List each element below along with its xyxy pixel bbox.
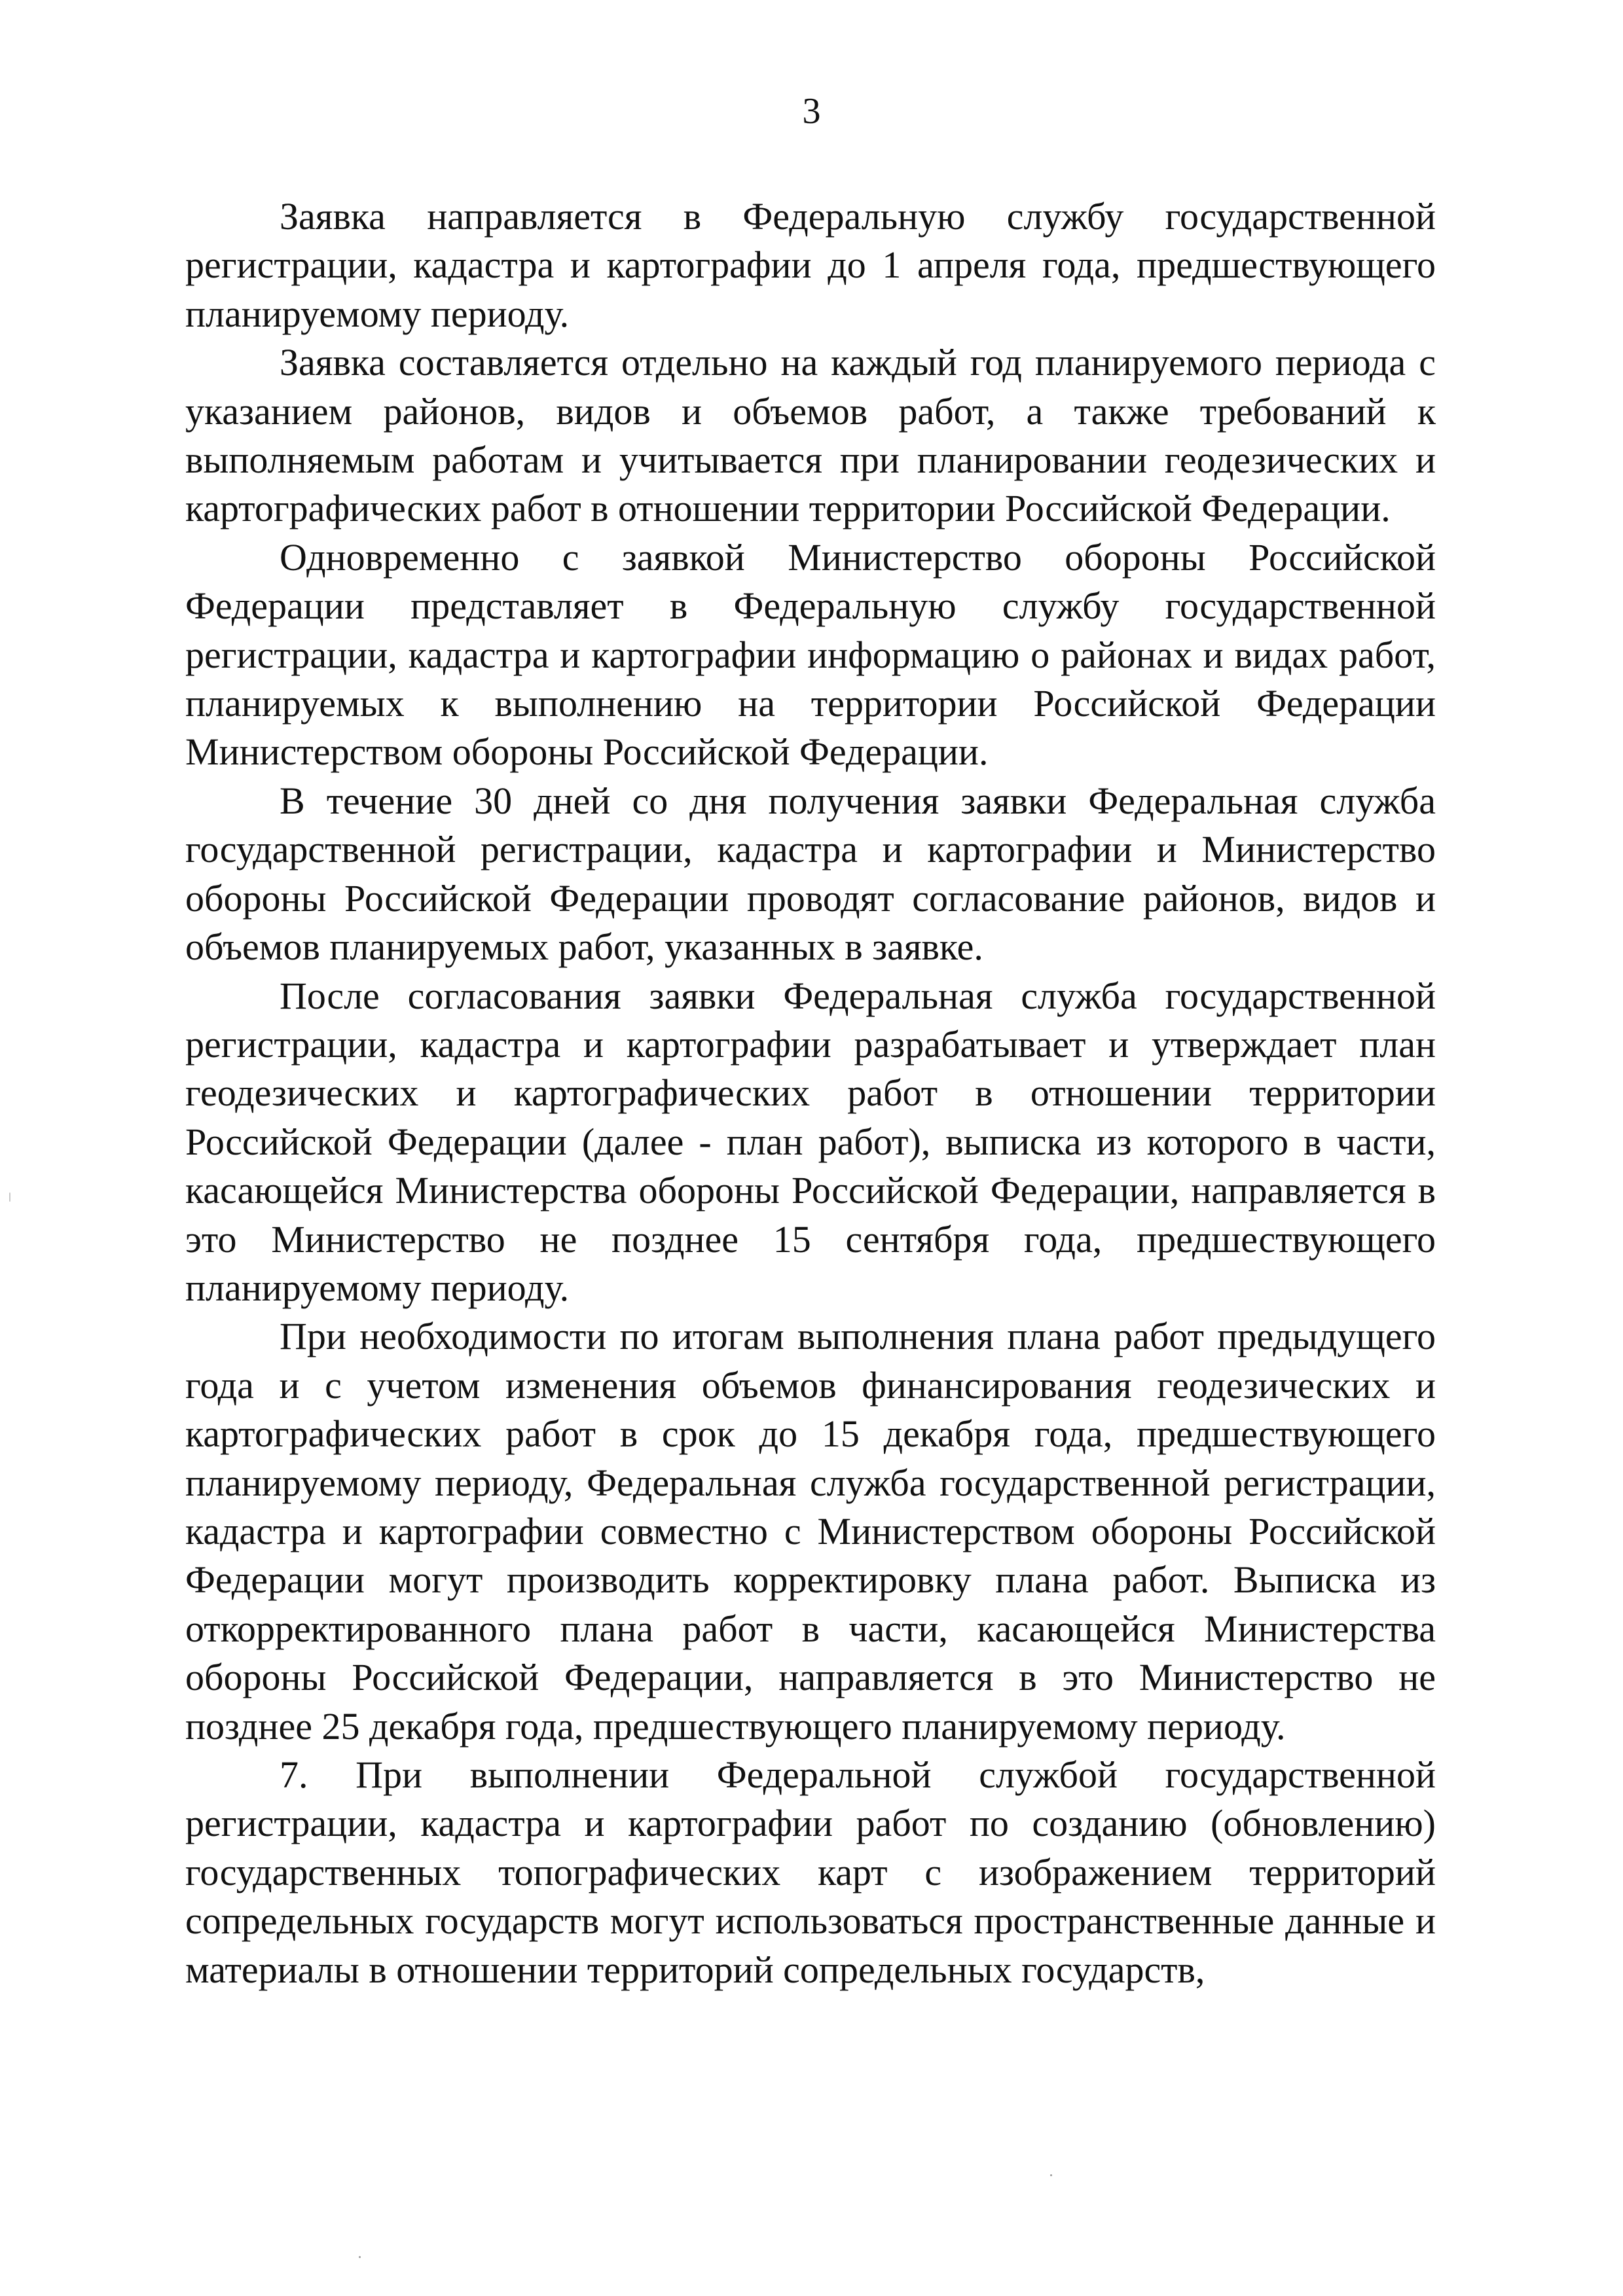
scan-speck [359,2256,361,2258]
scan-speck [9,1193,10,1202]
paragraph-item-7: 7. При выполнении Федеральной службой государственной регистрации, кадастра и картографии работ по созданию (обновлению) государственных топографических карт с изображением территорий сопредельных государств могут использоваться пространственные данные и материалы в отношении территорий сопредельных государств, [185,1753,1436,1991]
page-number: 3 [802,91,821,132]
scan-speck [1050,2174,1052,2176]
paragraph-defense-ministry-information: Одновременно с заявкой Министерство обороны Российской Федерации представляет в Федеральную службу государственной регистрации, кадастра и картографии информацию о районах и видах работ, планируемых к выполнению на территории Российской Федерации Министерством обороны Российской Федерации. [185,535,1436,774]
document-body [185,192,1436,1994]
paragraph-application-content: Заявка составляется отдельно на каждый год планируемого периода с указанием районов, видов и объемов работ, а также требований к выполняемым работам и учитывается при планировании геодезических и картографических работ в отношении территории Российской Федерации. [185,341,1436,530]
paragraph-work-plan: После согласования заявки Федеральная служба государственной регистрации, кадастра и картографии разрабатывает и утверждает план геодезических и картографических работ в отношении территории Российской Федерации (далее - план работ), выписка из которого в части, касающейся Министерства обороны Российской Федерации, направляется в это Министерство не позднее 15 сентября года, предшествующего планируемому периоду. [185,974,1436,1309]
paragraph-plan-correction: При необходимости по итогам выполнения плана работ предыдущего года и с учетом изменения объемов финансирования геодезических и картографических работ в срок до 15 декабря года, предшествующего планируемому периоду, Федеральная служба государственной регистрации, кадастра и картографии совместно с Министерством обороны Российской Федерации могут производить корректировку плана работ. Выписка из откорректированного плана работ в части, касающейся Министерства обороны Российской Федерации, направляется в это Министерство не позднее 25 декабря года, предшествующего планируемому периоду. [185,1315,1436,1748]
paragraph-approval-period: В течение 30 дней со дня получения заявки Федеральная служба государственной регистрации, кадастра и картографии и Министерство обороны Российской Федерации проводят согласование районов, видов и объемов планируемых работ, указанных в заявке. [185,779,1436,969]
paragraph-application-submission: Заявка направляется в Федеральную службу государственной регистрации, кадастра и картографии до 1 апреля года, предшествующего планируемому периоду. [185,195,1436,335]
